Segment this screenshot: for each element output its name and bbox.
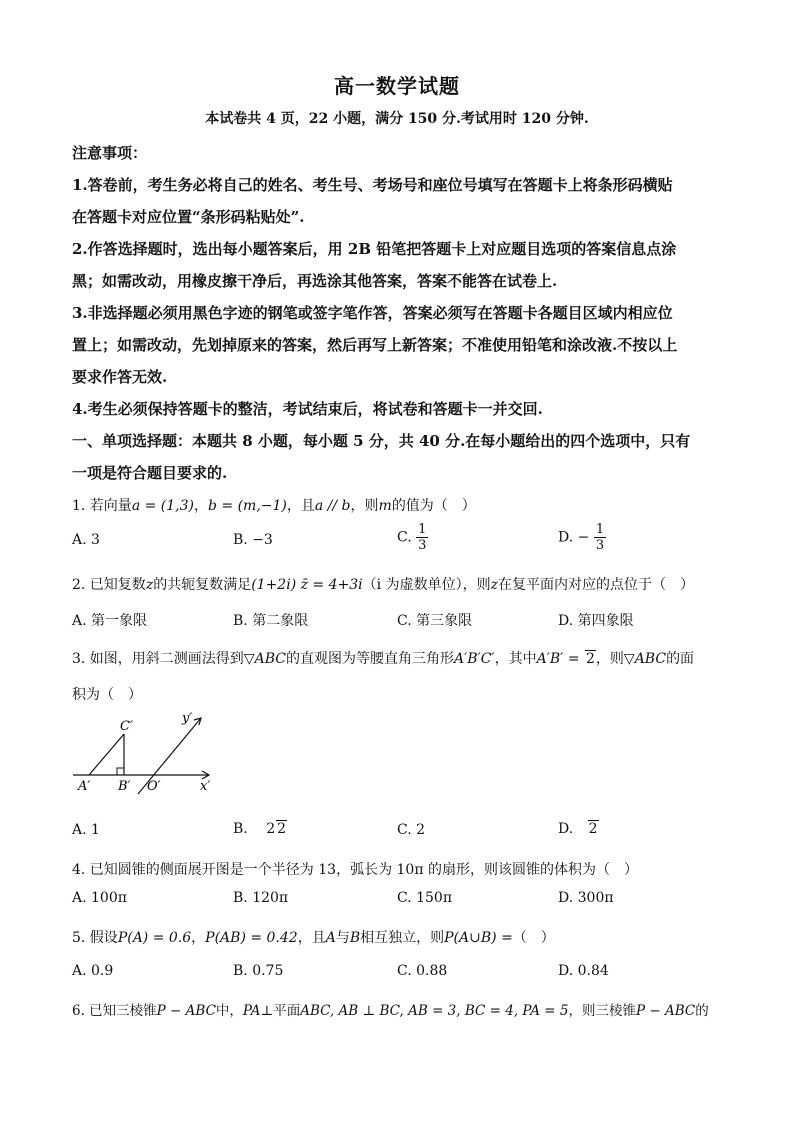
option-d[interactable]: D. 第四象限 [558,613,634,629]
option-d[interactable]: D. 0.84 [558,963,609,979]
section-heading: 一、单项选择题：本题共 8 小题，每小题 5 分，共 40 分.在每小题给出的四个选项中，只有 [72,432,691,450]
option-b[interactable]: B. 120π [233,890,289,906]
option-d[interactable]: D. 300π [558,890,614,906]
question-4-stem: 4. 已知圆锥的侧面展开图是一个半径为 13，弧长为 10π 的扇形，则该圆锥的体积为（ ） [72,862,638,878]
notice-line: 3.非选择题必须用黑色字迹的钢笔或签字笔作答，答案必须写在答题卡各题目区域内相应位 [72,304,673,322]
triangle-side-ac [89,734,124,775]
fraction: $\frac{1}{3}$ [595,522,605,553]
question-5-stem: 5. 假设P(A) = 0.6，P(AB) = 0.42，且A与B相互独立，则P(A∪B) =（ ） [72,930,555,946]
notice-line: 2.作答选择题时，选出每小题答案后，用 2B 铅笔把答题卡上对应题目选项的答案信息点涂 [72,240,677,258]
option-b[interactable]: B. −3 [233,532,273,548]
option-d[interactable]: D. − $\frac{1}{3}$ [558,522,605,553]
question-3-stem-cont: 积为（ ） [72,687,142,703]
option-a[interactable]: A. 第一象限 [72,613,148,629]
sqrt: 2 [277,821,287,837]
notice-line: 要求作答无效. [72,368,168,386]
notice-line: 黑；如需改动，用橡皮擦干净后，再选涂其他答案，答案不能答在试卷上. [72,272,558,290]
label-y: y′ [182,711,193,726]
question-3-stem: 3. 如图，用斜二测画法得到▽ABC的直观图为等腰直角三角形A′B′C′，其中A′B′ = 2，则▽ABC的面 [72,651,695,667]
option-c[interactable]: C. 2 [397,822,426,838]
option-b[interactable]: B. 第二象限 [233,613,309,629]
option-d[interactable]: D. 2 [558,821,598,837]
sqrt: 2 [588,821,598,837]
option-c[interactable]: C. 150π [397,890,453,906]
option-c[interactable]: C. $\frac{1}{3}$ [397,522,427,553]
label-o: O′ [147,779,161,794]
question-1-stem: 1. 若向量a = (1,3)，b = (m,−1)，且a // b，则m的值为（ ） [72,498,476,514]
option-a[interactable]: A. 3 [72,532,100,548]
notice-line: 在答题卡对应位置“条形码粘贴处”. [72,208,305,226]
label-b: B′ [118,779,131,794]
option-b[interactable]: B. 2 2 [233,821,287,837]
right-angle-mark [117,768,124,775]
label-c: C′ [120,719,133,734]
notice-heading: 注意事项： [72,144,148,162]
oblique-projection-figure [68,708,228,798]
notice-line: 置上；如需改动，先划掉原来的答案，然后再写上新答案；不准使用铅笔和涂改液.不按以上 [72,336,678,354]
option-c[interactable]: C. 0.88 [397,963,448,979]
page-title: 高一数学试题 [334,74,460,98]
option-a[interactable]: A. 0.9 [72,963,114,979]
option-a[interactable]: A. 1 [72,822,100,838]
option-a[interactable]: A. 100π [72,890,127,906]
fraction: $\frac{1}{3}$ [418,522,427,553]
label-x: x′ [200,779,211,794]
question-2-stem: 2. 已知复数z的共轭复数满足(1+2i) z̄ = 4+3i（i 为虚数单位），则z在复平面内对应的点位于（ ） [72,577,694,593]
notice-line: 4.考生必须保持答题卡的整洁，考试结束后，将试卷和答题卡一并交回. [72,400,543,418]
option-b[interactable]: B. 0.75 [233,963,284,979]
label-a: A′ [78,779,91,794]
option-c[interactable]: C. 第三象限 [397,613,473,629]
exam-info: 本试卷共 4 页，22 小题，满分 150 分.考试用时 120 分钟. [205,111,589,127]
section-heading: 一项是符合题目要求的. [72,464,228,482]
notice-line: 1.答卷前，考生务必将自己的姓名、考生号、考场号和座位号填写在答题卡上将条形码横贴 [72,176,673,194]
sqrt: 2 [586,651,595,667]
question-6-stem: 6. 已知三棱锥P − ABC中，PA⊥平面ABC, AB ⊥ BC, AB = 3, BC = 4, PA = 5，则三棱锥P − ABC的 [72,1003,709,1019]
